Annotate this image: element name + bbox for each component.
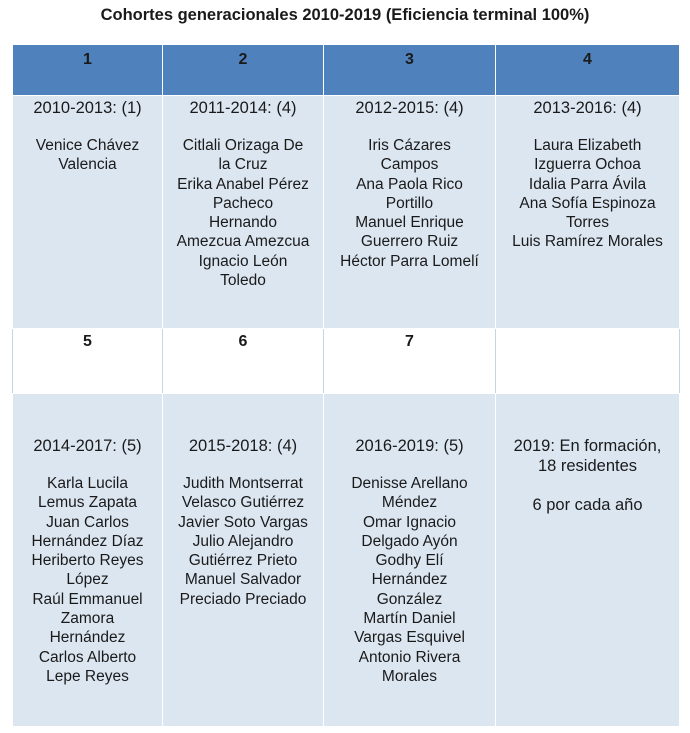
cohort-number: 1 <box>13 45 163 96</box>
resident-name-line: Karla Lucila <box>47 475 128 492</box>
resident-name-line: Ana Paola Rico <box>356 175 463 193</box>
resident-name-line: Héctor Parra Lomelí <box>340 252 479 270</box>
resident-name-line: Luis Ramírez Morales <box>512 233 663 251</box>
resident-name-line: Venice Chávez <box>35 137 140 154</box>
cohort-number <box>496 329 680 394</box>
cohort-names <box>324 474 495 686</box>
resident-name-line: Juan Carlos <box>46 513 129 531</box>
per-year-note: 6 por cada año <box>532 496 643 514</box>
resident-name-line: Ana Sofía Espinoza <box>519 194 656 212</box>
cohort-names <box>324 136 495 271</box>
cohort-number: 6 <box>163 329 324 394</box>
cohort-period: 2010-2013: (1) <box>33 99 142 117</box>
formation-note <box>496 436 679 476</box>
resident-name-line: Preciado Preciado <box>179 590 307 608</box>
header-row <box>13 45 680 96</box>
cohort-names <box>13 474 162 686</box>
resident-name-line: Amezcua Amezcua <box>176 233 310 251</box>
resident-name-line: Pacheco <box>212 194 274 212</box>
resident-name-line: Omar Ignacio <box>362 513 457 531</box>
cohort-period: 2015-2018: (4) <box>188 437 298 455</box>
resident-name-line: la Cruz <box>218 156 268 174</box>
cohort-cell <box>13 394 163 727</box>
resident-name-line: Judith Montserrat <box>183 475 303 492</box>
formation-note-cell <box>496 394 680 727</box>
resident-name-line: Erika Anabel Pérez <box>177 175 309 193</box>
cohort-cell <box>163 394 324 727</box>
cohort-number: 2 <box>163 45 324 96</box>
cohort-cell <box>13 96 163 329</box>
cohort-cell <box>496 96 680 329</box>
cohort-names <box>13 136 162 175</box>
cohort-number: 5 <box>13 329 163 394</box>
resident-name-line: Lemus Zapata <box>37 494 138 512</box>
resident-name-line: Godhy Elí <box>375 552 444 570</box>
resident-name-line: Hernández Díaz <box>31 532 144 550</box>
resident-name-line: Torres <box>565 214 610 232</box>
resident-name-line: Heriberto Reyes <box>31 552 144 570</box>
table-title: Cohortes generacionales 2010-2019 (Eficiencia terminal 100%) <box>100 6 590 24</box>
resident-name-line: López <box>66 571 109 589</box>
resident-name-line: Hernández <box>371 571 448 589</box>
formation-note-line: 2019: En formación, <box>513 437 662 455</box>
resident-name-line: Julio Alejandro <box>192 532 294 550</box>
cohort-row <box>13 394 680 727</box>
formation-note-line: 18 residentes <box>537 457 638 475</box>
resident-name-line: Citlali Orizaga De <box>182 137 304 154</box>
resident-name-line: Zamora <box>60 610 115 628</box>
cohort-number: 7 <box>324 329 496 394</box>
header-row <box>13 329 680 394</box>
resident-name-line: Idalia Parra Ávila <box>528 175 647 193</box>
resident-name-line: Manuel Salvador <box>184 571 302 589</box>
resident-name-line: Campos <box>380 156 439 174</box>
resident-name-line: Martín Daniel <box>363 610 456 628</box>
resident-name-line: Valencia <box>58 156 117 174</box>
cohort-cell <box>324 96 496 329</box>
resident-name-line: Iris Cázares <box>368 137 451 154</box>
cohort-cell <box>163 96 324 329</box>
cohort-period: 2014-2017: (5) <box>33 437 142 455</box>
resident-name-line: Portillo <box>385 194 434 212</box>
resident-name-line: Denisse Arellano <box>351 475 468 492</box>
cohort-table <box>12 44 680 727</box>
cohort-period: 2011-2014: (4) <box>189 99 297 117</box>
resident-name-line: Toledo <box>220 272 266 290</box>
cohort-names <box>163 474 323 609</box>
resident-name-line: Morales <box>381 667 438 685</box>
resident-name-line: Gutiérrez Prieto <box>188 552 298 570</box>
resident-name-line: Raúl Emmanuel <box>32 590 143 608</box>
cohort-names <box>163 136 323 290</box>
resident-name-line: Velasco Gutiérrez <box>181 494 305 512</box>
resident-name-line: Ignacio León <box>198 252 288 270</box>
resident-name-line: Delgado Ayón <box>361 532 458 550</box>
resident-name-line: Izguerra Ochoa <box>534 156 641 174</box>
resident-name-line: Laura Elizabeth <box>533 137 642 154</box>
resident-name-line: Méndez <box>381 494 438 512</box>
resident-name-line: Javier Soto Vargas <box>178 513 308 531</box>
resident-name-line: Lepe Reyes <box>46 667 129 685</box>
resident-name-line: Carlos Alberto <box>38 648 137 666</box>
cohort-period: 2013-2016: (4) <box>533 99 642 117</box>
cohort-row <box>13 96 680 329</box>
resident-name-line: Hernando <box>208 214 278 232</box>
cohort-names <box>496 136 679 252</box>
resident-name-line: Manuel Enrique <box>355 214 464 232</box>
cohort-period: 2016-2019: (5) <box>355 437 464 455</box>
resident-name-line: Hernández <box>49 629 126 647</box>
resident-name-line: Vargas Esquivel <box>354 629 465 647</box>
cohort-period: 2012-2015: (4) <box>355 99 464 117</box>
resident-name-line: González <box>376 590 443 608</box>
resident-name-line: Guerrero Ruiz <box>360 233 459 251</box>
resident-name-line: Antonio Rivera <box>358 648 461 666</box>
cohort-number: 4 <box>496 45 680 96</box>
cohort-cell <box>324 394 496 727</box>
cohort-number: 3 <box>324 45 496 96</box>
